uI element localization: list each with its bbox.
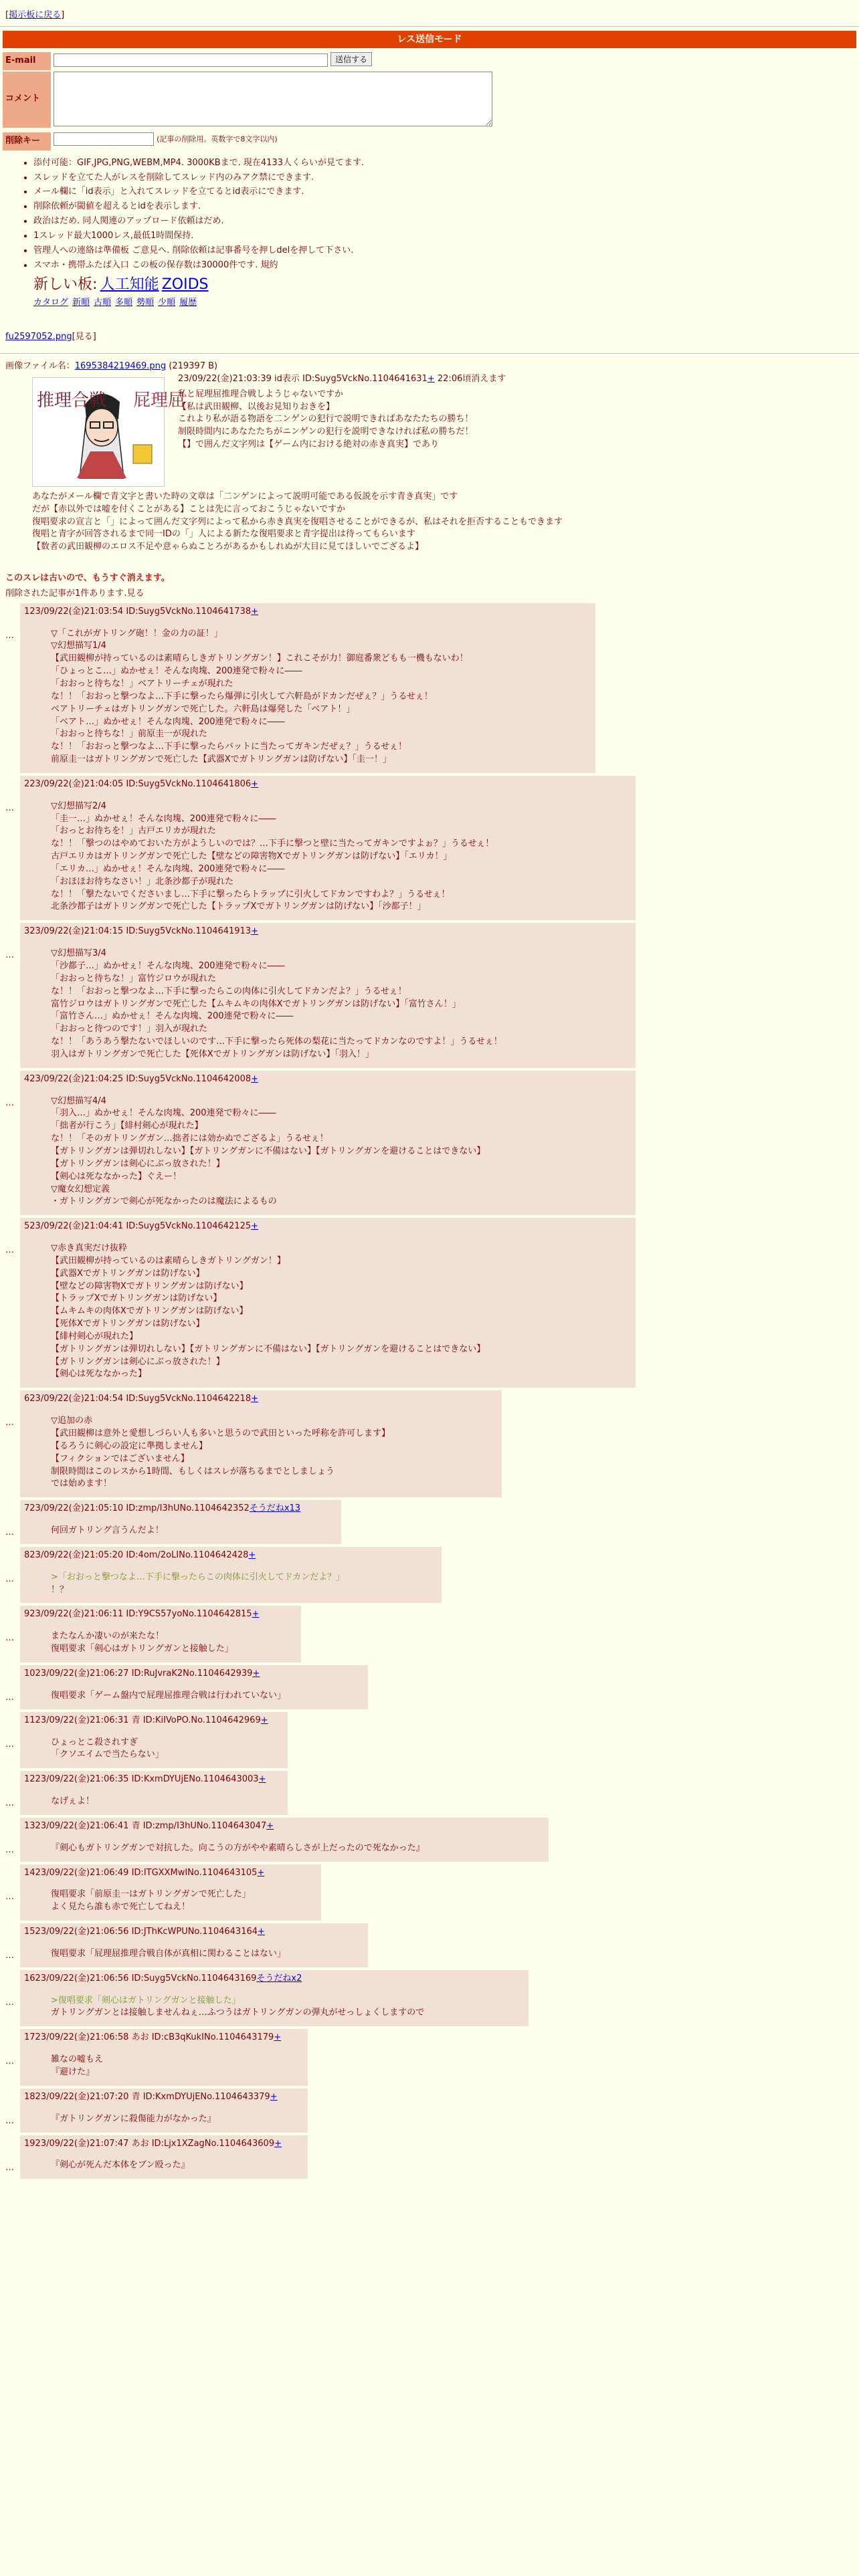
reply-plus-link[interactable]: + <box>252 1609 260 1620</box>
reply-row <box>5 1771 854 1815</box>
catalog-link[interactable]: 勢順 <box>136 298 155 308</box>
reply-row <box>5 776 854 920</box>
reply-body <box>51 2113 302 2126</box>
reply-marker: … <box>5 1097 14 1108</box>
new-board-prefix: 新しい板: <box>33 276 98 294</box>
reply-box <box>20 1923 368 1967</box>
reply-line: 「おほほお待ちなさい！」北条沙都子が現れた <box>51 876 234 887</box>
reply-box <box>20 1818 549 1862</box>
reply-header-text: 923/09/22(金)21:06:11 ID:Y9CS57yoNo.1104642815 <box>24 1609 252 1620</box>
reply-line: 前原圭一はガトリングガンで死亡した【武器Xでガトリングガンは防げない】「圭一！」 <box>51 754 391 765</box>
reply-line: な！！「撃つのはやめておいた方がようしいのでは？…下手に撃つと壁に当たってガキンですよぉ？」うるせぇ！ <box>51 839 494 849</box>
reply-line: 【ムキムキの肉体Xでガトリングガンは防げない】 <box>51 1306 248 1317</box>
reply-body <box>51 1415 496 1491</box>
reply-marker: … <box>5 2162 14 2173</box>
reply-marker: … <box>5 1951 14 1961</box>
reply-header <box>24 1715 282 1727</box>
reply-plus-link[interactable]: + <box>260 1715 268 1725</box>
op-plus-link[interactable]: + <box>427 373 435 384</box>
reply-marker: … <box>5 1633 14 1644</box>
reply-line: 「ベアト…」ぬかせぇ！そんな肉塊、200連発で粉々に―― <box>51 716 285 727</box>
reply-row <box>5 1923 854 1967</box>
reply-body <box>51 2159 302 2172</box>
reply-body <box>51 1095 630 1209</box>
reply-line: 「拙者が行こう」【緋村剣心が現れた】 <box>51 1121 203 1132</box>
op-thumb-text-left: 推理合戦 <box>37 390 107 411</box>
delete-key-wrap <box>51 132 278 146</box>
reply-row <box>5 2029 854 2086</box>
reply-line: なげぇよ！ <box>51 1796 95 1807</box>
reply-line: ▽幻想描写2/4 <box>51 800 106 811</box>
reply-header-text: 1023/09/22(金)21:06:27 ID:RuJvraK2No.1104642939 <box>24 1668 253 1679</box>
reply-plus-link[interactable]: + <box>257 1867 265 1878</box>
board-link-ai[interactable]: 人工知能 <box>100 276 159 294</box>
delete-key-hint: (記事の削除用。英数字で8文字以内) <box>157 134 278 144</box>
reply-row <box>5 1864 854 1921</box>
op-line: 私と屁理屈推理合戦しようじゃないですか <box>178 389 344 399</box>
reply-line: 「エリカ…」ぬかせぇ！そんな肉塊、200連発で粉々に―― <box>51 863 285 874</box>
reply-header-text: 523/09/22(金)21:04:41 ID:Suyg5VckNo.1104642125 <box>24 1221 252 1232</box>
reply-header-text: 823/09/22(金)21:05:20 ID:4om/2oLINo.1104642428 <box>24 1549 249 1560</box>
reply-header-text: 1623/09/22(金)21:06:56 ID:Suyg5VckNo.1104643169 <box>24 1973 257 1983</box>
reply-marker: … <box>5 1692 14 1703</box>
reply-plus-link[interactable]: + <box>252 1668 260 1679</box>
reply-box <box>20 1218 636 1388</box>
reply-row <box>5 923 854 1067</box>
reply-line: 「おおっと待ちな！」前原圭一が現れた <box>51 729 208 740</box>
op-file-info <box>5 360 854 373</box>
reply-line: 制限時間はこのレスから1時間、もしくはスレが落ちるまでとしましょう <box>51 1466 335 1477</box>
rule-item: • スマホ・携帯ふたば入口 この板の保存数は30000件です. 規約 <box>33 259 859 272</box>
catalog-link[interactable]: 履歴 <box>179 298 197 308</box>
op-thumbnail-art <box>33 378 186 486</box>
reply-marker: … <box>5 1891 14 1902</box>
back-to-board-link[interactable]: 掲示板に戻る <box>9 10 62 20</box>
reply-line: 【武田観柳が持っているのは素晴らしきガトリングガン！】 <box>51 1255 286 1266</box>
reply-marker: … <box>5 802 14 813</box>
op-line: 【】で囲んだ文字列は【ゲーム内における絶対の赤き真実】であり <box>178 439 440 450</box>
reply-header <box>24 2091 302 2104</box>
rule-item: • 1スレッド最大1000レス,最低1時間保持. <box>33 230 859 243</box>
reply-line: 「おおっと待つのです！」羽入が現れた <box>51 1024 208 1035</box>
reply-line: 【剣心は死ななかった】ぐえー！ <box>51 1171 182 1182</box>
reply-plus-link[interactable]: + <box>274 2138 282 2149</box>
reply-line: 【剣心は死ななかった】 <box>51 1369 147 1380</box>
attached-file-line <box>5 331 854 344</box>
reply-row <box>5 1606 854 1662</box>
reply-line: な！！「おおっと撃つなよ…下手に撃ったら爆弾に引火して六軒島がドカンだぜぇ？」うるせぇ！ <box>51 691 433 702</box>
divider-mid <box>0 353 859 354</box>
replies-container <box>0 603 859 2179</box>
reply-line: 「おおっと待ちな！」ベアトリーチェが現れた <box>51 678 233 689</box>
comment-label: コメント <box>3 72 51 128</box>
reply-line: 【フィクションではございません】 <box>51 1453 189 1464</box>
email-input-wrap <box>51 52 372 67</box>
reply-box <box>20 1606 301 1662</box>
reply-line: 【壁などの障害物Xでガトリングガンは防げない】 <box>51 1281 248 1291</box>
reply-box <box>20 1547 442 1604</box>
deleted-notice: 削除された記事が1件あります.見る <box>5 588 145 599</box>
delete-key-field[interactable] <box>54 132 154 146</box>
reply-line: 北条沙都子はガトリングガンで死亡した【トラップXでガトリングガンは防げない】「沙都子！」 <box>51 901 426 912</box>
reply-header-text: 423/09/22(金)21:04:25 ID:Suyg5VckNo.1104642008 <box>24 1073 252 1084</box>
reply-line: ・ガトリングガンで剣心が死なかったのは魔法によるもの <box>51 1196 277 1207</box>
reply-body <box>51 1842 543 1855</box>
reply-header <box>24 606 590 619</box>
reply-line: 「おおっと待ちな！」富竹ジロウが現れた <box>51 973 217 984</box>
reply-box <box>20 1390 502 1497</box>
reply-header <box>24 1774 282 1786</box>
reply-line: な！！「おおっと撃つなよ…下手に撃ったらバットに当たってガキンだぜぇ？」うるせぇ！ <box>51 742 407 752</box>
op-header-text: 23/09/22(金)21:03:39 id表示 ID:Suyg5VckNo.1104641631 <box>178 373 427 384</box>
op-file-size: (219397 B) <box>169 361 218 371</box>
reply-body <box>51 2054 302 2079</box>
reply-row <box>5 1665 854 1709</box>
rule-item: • 管理人への連絡は準備板 ご意見へ. 削除依頼は記事番号を押しdelを押して下さい. <box>33 245 859 257</box>
reply-body <box>51 948 630 1061</box>
reply-box <box>20 923 636 1067</box>
reply-marker: … <box>5 1418 14 1428</box>
reply-plus-link[interactable]: + <box>258 1927 265 1937</box>
op-post <box>0 358 859 556</box>
reply-marker: … <box>5 1798 14 1809</box>
reply-header <box>24 1668 363 1681</box>
reply-line: な！！「そのガトリングガン…拙者には効かぬでござるよ」うるせぇ！ <box>51 1134 328 1144</box>
rule-item: • 添付可能：GIF,JPG,PNG,WEBM,MP4. 3000KBまで. 現在4133人くらいが見てます. <box>33 157 859 170</box>
op-thumbnail[interactable] <box>32 377 186 487</box>
top-nav <box>0 0 859 22</box>
reply-marker: … <box>5 1739 14 1749</box>
reply-box <box>20 603 595 773</box>
reply-plus-link[interactable]: + <box>251 778 259 789</box>
reply-line: 復唱要求「剣心はガトリングガンと接触した」 <box>51 1644 233 1654</box>
reply-line: ▽幻想描写1/4 <box>51 641 106 651</box>
reply-line: 【トラップXでガトリングガンは防げない】 <box>51 1293 222 1304</box>
op-line: あなたがメール欄で青文字と書いた時の文章は「二ンゲンによって説明可能である仮説を示す青き真実」です <box>32 491 458 502</box>
reply-body <box>51 800 630 914</box>
reply-marker: … <box>5 630 14 641</box>
expire-warning: このスレは古いので、もうすぐ消えます。 <box>5 573 170 584</box>
reply-line: 『避けた』 <box>51 2067 95 2077</box>
reply-plus-link[interactable]: そうだねx13 <box>249 1503 301 1514</box>
reply-body <box>51 1889 316 1914</box>
reply-row <box>5 1500 854 1544</box>
reply-line: 復唱要求「屁理屈推理合戦自体が真相に関わることはない」 <box>51 1948 286 1959</box>
reply-header <box>24 1820 543 1833</box>
op-line: これより私が語る物語を二ンゲンの犯行で説明できればあなたたちの勝ち！ <box>178 414 474 425</box>
reply-row <box>5 1712 854 1769</box>
reply-plus-link[interactable]: + <box>251 1221 259 1232</box>
reply-line: 「圭一…」ぬかせぇ！そんな肉塊、200連発で粉々に―― <box>51 813 276 824</box>
reply-line: ▽魔女幻想定義 <box>51 1184 110 1194</box>
attached-file-view: [見る] <box>72 332 96 342</box>
reply-box <box>20 776 636 920</box>
reply-body <box>51 1630 296 1656</box>
reply-line: な！！「あうあう撃たないでほしいのです…下手に撃ったら死体の梨花に当たってドカンなのですよ！」うるせぇ！ <box>51 1037 502 1047</box>
catalog-link[interactable]: 多順 <box>115 298 133 308</box>
post-form <box>3 52 856 150</box>
reply-header <box>24 2032 302 2044</box>
reply-line: >「おおっと撃つなよ…下手に撃ったらこの肉体に引火してドカンだよ？」 <box>51 1572 345 1582</box>
op-thumb-text-right: 屁理屈 <box>133 390 186 411</box>
reply-header-text: 1523/09/22(金)21:06:56 ID:JThKcWPUNo.1104643164 <box>24 1927 258 1937</box>
reply-body <box>51 1525 336 1537</box>
board-link-zoids[interactable]: ZOIDS <box>161 276 209 294</box>
reply-plus-link[interactable]: + <box>251 1394 259 1404</box>
delete-key-label: 削除キー <box>3 132 51 150</box>
op-line: 制限時間内にあなたたちがニンゲンの犯行を説明できなければ私の勝ちだ！ <box>178 427 474 437</box>
reply-header <box>24 1608 296 1621</box>
reply-header-text: 1123/09/22(金)21:06:31 青 ID:KiIVoPO.No.1104642969 <box>24 1715 261 1725</box>
reply-header-text: 723/09/22(金)21:05:10 ID:zmp/I3hUNo.1104642352 <box>24 1503 250 1514</box>
reply-header-text: 1723/09/22(金)21:06:58 あお ID:cB3qKukINo.1104643179 <box>24 2032 274 2043</box>
reply-body <box>51 628 590 766</box>
reply-body <box>51 1995 523 2020</box>
op-file-label: 画像ファイル名： <box>5 361 75 371</box>
reply-box <box>20 1500 341 1544</box>
reply-plus-link[interactable]: + <box>248 1549 256 1560</box>
catalog-link[interactable]: 古順 <box>94 298 112 308</box>
reply-line: 羽入はガトリングガンで死亡した【死体Xでガトリングガンは防げない】「羽入！」 <box>51 1049 374 1059</box>
rules-list <box>20 157 859 272</box>
reply-box <box>20 1970 529 2027</box>
reply-header <box>24 1926 363 1939</box>
reply-plus-link[interactable]: そうだねx2 <box>256 1973 302 1983</box>
send-button[interactable]: 送信する <box>330 52 372 66</box>
reply-body <box>51 1690 363 1703</box>
reply-header <box>24 2138 302 2151</box>
email-label: E-mail <box>3 52 51 70</box>
reply-line: 「クソエイムで当たらない」 <box>51 1749 164 1760</box>
reply-header <box>24 926 630 938</box>
reply-row <box>5 603 854 773</box>
reply-line: >復唱要求「剣心はガトリングガンと接触した」 <box>51 1995 241 2006</box>
reply-line: 雑なの嘘もえ <box>51 2054 104 2065</box>
reply-header <box>24 1503 336 1515</box>
attached-file-link[interactable]: fu2597052.png <box>5 332 72 342</box>
op-expire: 22:06頃消えます <box>437 373 506 384</box>
reply-header-text: 223/09/22(金)21:04:05 ID:Suyg5VckNo.1104641806 <box>24 778 252 789</box>
reply-header <box>24 778 630 791</box>
reply-row <box>5 1390 854 1497</box>
reply-line: 『ガトリングガンに殺傷能力がなかった』 <box>51 2113 216 2124</box>
email-row <box>3 52 856 70</box>
reply-header <box>24 1973 523 1985</box>
reply-row <box>5 1071 854 1215</box>
reply-marker: … <box>5 1997 14 2008</box>
reply-marker: … <box>5 2115 14 2126</box>
rule-item: • メール欄に「id表示」と入れてスレッドを立てるとid表示にできます. <box>33 186 859 199</box>
reply-body <box>51 1948 363 1961</box>
reply-body <box>51 1243 630 1381</box>
divider-top <box>0 26 859 27</box>
reply-line: ！？ <box>51 1584 69 1595</box>
reply-row <box>5 2088 854 2133</box>
reply-marker: … <box>5 1245 14 1256</box>
reply-line: 【ガトリングガンは弾切れしない】【ガトリングガンに不備はない】【ガトリングガンを避けることはできない】 <box>51 1146 486 1156</box>
reply-box <box>20 2088 308 2133</box>
reply-header-text: 623/09/22(金)21:04:54 ID:Suyg5VckNo.1104642218 <box>24 1394 252 1404</box>
reply-box <box>20 2135 308 2179</box>
reply-row <box>5 1970 854 2027</box>
reply-line: 【武田観柳が持っているのは素晴らしきガトリングガン！】これこそが力！御庭番衆どもも一機もないわ！ <box>51 653 468 664</box>
comment-input-wrap <box>51 72 492 131</box>
new-board-line <box>33 274 859 296</box>
op-line: 復唱と青字が回答されるまで同一IDの「」人による新たな復唱要求と青字提出は待ってもらいます <box>32 529 415 540</box>
reply-line: 『剣心もガトリングガンで対抗した。向こうの方がやや素晴らしさが上だったので死なかった』 <box>51 1842 425 1853</box>
reply-line: ▽「これがガトリング砲！！金の力の証！」 <box>51 628 223 639</box>
reply-line: ▽幻想描写4/4 <box>51 1095 106 1106</box>
reply-header <box>24 1867 316 1880</box>
reply-line: 【武器Xでガトリングガンは防げない】 <box>51 1268 205 1279</box>
reply-row <box>5 2135 854 2179</box>
reply-line: 【るろうに剣心の設定に準拠しません】 <box>51 1440 208 1451</box>
op-text-full <box>3 491 854 554</box>
reply-line: ひょっとこ殺されすぎ <box>51 1737 138 1747</box>
reply-box <box>20 1864 321 1921</box>
reply-row <box>5 1547 854 1604</box>
reply-line: よく見たら誰も赤で死亡してねえ！ <box>51 1902 191 1913</box>
reply-body <box>51 1737 282 1762</box>
reply-line: では始めます！ <box>51 1479 112 1489</box>
email-field[interactable] <box>54 53 328 67</box>
reply-box <box>20 1771 288 1815</box>
reply-line: 何回ガトリング言うんだよ！ <box>51 1525 164 1536</box>
reply-marker: … <box>5 1844 14 1855</box>
comment-row <box>3 72 856 131</box>
reply-marker: … <box>5 950 14 961</box>
reply-mode-bar: レス送信モード <box>3 31 856 48</box>
reply-body <box>51 1572 436 1597</box>
reply-header-text: 1423/09/22(金)21:06:49 ID:ITGXXMwINo.1104643105 <box>24 1867 258 1878</box>
reply-header-text: 1323/09/22(金)21:06:41 青 ID:zmp/I3hUNo.1104643047 <box>24 1820 267 1831</box>
reply-header-text: 1923/09/22(金)21:07:47 あお ID:Ljx1XZagNo.1104643609 <box>24 2138 275 2149</box>
reply-marker: … <box>5 1527 14 1538</box>
reply-header-text: 1223/09/22(金)21:06:35 ID:KxmDYUjENo.1104643003 <box>24 1774 259 1785</box>
op-line: 復唱要求の宣言と「」によって囲んだ文字列によって私から赤き真実を復唱させることができるが、私はそれを拒否することもできます <box>32 516 563 527</box>
rule-item: • スレッドを立てた人がレスを削除してスレッド内のみアク禁にできます. <box>33 172 859 185</box>
op-line: 【数者の武田観柳のエロス不足や意ゃらぬことろがあるかもしれぬが大目に見てほしいでござるよ】 <box>32 542 424 552</box>
reply-line: 【武田観柳は意外と愛想しづらい人も多いと思うので武田といった呼称を許可します】 <box>51 1428 391 1438</box>
reply-line: な！！「撃たないでくださいまし…下手に撃ったらトラップに引火してドカンですわよ？」うるせぇ！ <box>51 889 450 899</box>
op-line: 【私は武田観柳、以後お見知りおきを】 <box>178 401 335 412</box>
reply-line: 【ガトリングガンは弾切れしない】【ガトリングガンに不備はない】【ガトリングガンを避けることはできない】 <box>51 1344 486 1354</box>
bracket-close: ] <box>61 10 65 20</box>
reply-line: 【死体Xでガトリングガンは防げない】 <box>51 1319 205 1329</box>
reply-plus-link[interactable]: + <box>270 2091 278 2102</box>
reply-header-text: 323/09/22(金)21:04:15 ID:Suyg5VckNo.1104641913 <box>24 926 252 937</box>
reply-box <box>20 2029 308 2086</box>
catalog-links <box>33 297 859 310</box>
reply-plus-link[interactable]: + <box>251 606 259 617</box>
bracket-open: [ <box>5 10 9 20</box>
reply-box <box>20 1071 636 1215</box>
reply-plus-link[interactable]: + <box>258 1774 266 1785</box>
reply-row <box>5 1218 854 1388</box>
reply-line: 【ガトリングガンは剣心にぶっ放された！】 <box>51 1158 225 1169</box>
catalog-link[interactable]: 新順 <box>72 298 90 308</box>
reply-plus-link[interactable]: + <box>251 926 259 937</box>
delete-key-row <box>3 132 856 150</box>
catalog-link[interactable]: 少順 <box>158 298 176 308</box>
reply-line: 「ひょっとこ…」ぬかせぇ！そんな肉塊、200連発で粉々に―― <box>51 666 302 677</box>
reply-line: ▽追加の赤 <box>51 1416 92 1426</box>
reply-line: 富竹ジロウはガトリングガンで死亡した【ムキムキの肉体Xでガトリングガンは防げない】「富竹さん！」 <box>51 998 461 1009</box>
reply-header-text: 123/09/22(金)21:03:54 ID:Suyg5VckNo.1104641738 <box>24 606 252 617</box>
reply-plus-link[interactable]: + <box>266 1820 274 1831</box>
reply-line: 復唱要求「前原圭一はガトリングガンで死亡した」 <box>51 1889 251 1900</box>
reply-body <box>51 1796 282 1808</box>
reply-marker: … <box>5 1574 14 1584</box>
reply-line: 『剣心が死んだ本体をブン殴った』 <box>51 2160 190 2171</box>
reply-line: 古戸エリカはガトリングガンで死亡した【壁などの障害物Xでガトリングガンは防げない】「エリカ！」 <box>51 851 452 862</box>
reply-box <box>20 1712 288 1769</box>
catalog-link[interactable]: カタログ <box>33 298 69 308</box>
reply-line: 「沙都子…」ぬかせぇ！そんな肉塊、200連発で粉々に―― <box>51 961 285 971</box>
reply-box <box>20 1665 368 1709</box>
reply-marker: … <box>5 2056 14 2067</box>
rule-item: • 政治はだめ. 同人関連のアップロード依頼はだめ. <box>33 215 859 228</box>
reply-line: ベアトリーチェはガトリングガンで死亡した。六軒島は爆発した「ベアト！」 <box>51 704 355 714</box>
op-line: だが【赤以外では嘘を付くことがある】ことは先に言っておこうじゃないですか <box>32 504 346 514</box>
reply-line: 「おっとお待ちを！」古戸エリカが現れた <box>51 826 216 837</box>
reply-line: 「羽入…」ぬかせぇ！そんな肉塊、200連発で粉々に―― <box>51 1108 276 1119</box>
reply-header <box>24 1549 436 1562</box>
reply-line: ガトリングガンとは接触しませんねぇ…ふつうはガトリングガンの弾丸がせっしょくしますので <box>51 2008 425 2018</box>
reply-plus-link[interactable]: + <box>251 1073 259 1084</box>
op-file-link[interactable]: 1695384219469.png <box>74 361 167 371</box>
reply-header <box>24 1073 630 1086</box>
rule-item: • 削除依頼が閾値を超えるとidを表示します. <box>33 201 859 213</box>
reply-header <box>24 1393 496 1406</box>
reply-line: またなんか凄いのが来たな！ <box>51 1631 165 1642</box>
reply-plus-link[interactable]: + <box>274 2032 282 2043</box>
reply-line: ▽幻想描写3/4 <box>51 948 106 959</box>
reply-line: 復唱要求「ゲーム盤内で屁理屈推理合戦は行われていない」 <box>51 1690 286 1701</box>
reply-row <box>5 1818 854 1862</box>
reply-line: 「富竹さん…」ぬかせぇ！そんな肉塊、200連発で粉々に―― <box>51 1011 294 1022</box>
reply-line: 【ガトリングガンは剣心にぶっ放された！】 <box>51 1356 225 1367</box>
comment-textarea[interactable] <box>54 72 492 126</box>
reply-line: な！！「おおっと撃つなよ…下手に撃ったらこの肉体に引火してドカンだよ？」うるせぇ！ <box>51 986 407 996</box>
reply-header-text: 1823/09/22(金)21:07:20 青 ID:KxmDYUjENo.1104643379 <box>24 2091 270 2102</box>
reply-header <box>24 1220 630 1233</box>
reply-line: ▽赤き真実だけ抜粋 <box>51 1243 127 1254</box>
reply-line: 【緋村剣心が現れた】 <box>51 1331 138 1341</box>
